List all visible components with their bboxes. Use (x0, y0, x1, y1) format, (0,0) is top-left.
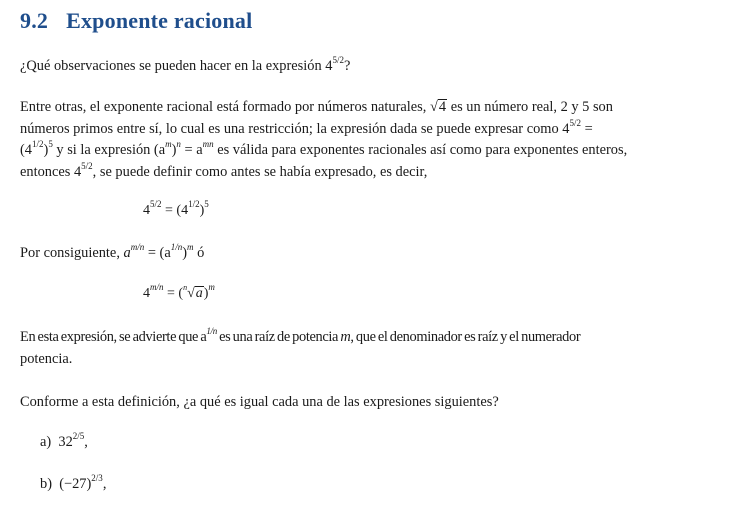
paragraph-line-3: $(4^{1/2})^5$ y si la expresión $(a^m)^n = a^{mn}$ es válida para exponentes racionales así como para exponentes enteros, (20, 139, 628, 158)
section-number: 9.2 (20, 8, 49, 33)
section-heading (20, 8, 252, 34)
section-title: Exponente racional (66, 8, 253, 33)
equation-2: $4^{m/n} = (^n√a)^m$ (143, 282, 215, 301)
consiguiente-line: Por consiguiente, $a^{m/n} = (a^{1/n})^m$ ó (20, 242, 205, 261)
conforme-line: Conforme a esta definición, ¿a qué es igual cada una de las expresiones siguientes? (20, 394, 499, 410)
paragraph-main (20, 97, 714, 183)
equation-1: $4^{5/2} = (4^{1/2})^5$ (143, 199, 209, 218)
paragraph-line-2: números primos entre sí, lo cual es una restricción; la expresión dada se puede expresar como $4^{5/2}$ = (20, 117, 593, 137)
question: ¿Qué observaciones se pueden hacer en la expresión $4^{5/2}$? (20, 55, 351, 74)
paragraph-line-1: Entre otras, el exponente racional está formado por números naturales, √4 es un número real, 2 y 5 son (20, 99, 613, 115)
explanation: En esta expresión, se advierte que $a^{1/n}$ es una raíz de potencia m, que el denominador es raíz y el numerador potencia. (20, 326, 581, 367)
paragraph-line-4: entonces $4^{5/2}$, se puede definir como antes se había expresado, es decir, (20, 160, 428, 180)
exercise-a: a) $32^{2/5}$, (40, 431, 88, 450)
exercise-b: b) $(-27)^{2/3}$, (40, 473, 107, 492)
